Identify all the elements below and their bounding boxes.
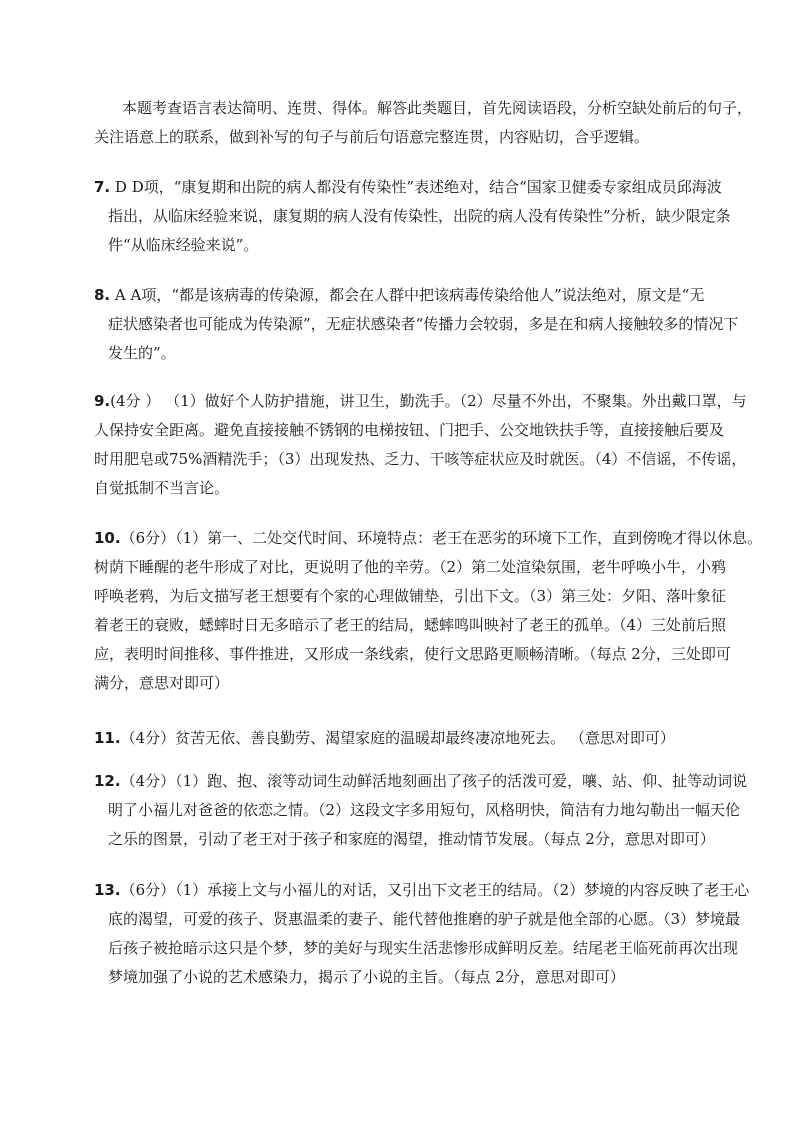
answer-number: 12. [94,772,121,790]
intro-paragraph [94,94,753,152]
answer-line: 发生的”。 [108,344,176,362]
answer-line: 之乐的图景，引动了老王对于孩子和家庭的渴望，推动情节发展。（每点 2分，意思对即可） [108,830,715,848]
answer-line: 梦境加强了小说的艺术感染力，揭示了小说的主旨。（每点 2分，意思对即可） [108,968,625,986]
answer-line: 后孩子被抢暗示这只是个梦，梦的美好与现实生活悲惨形成鲜明反差。结尾老王临死前再次出现 [108,939,739,957]
answer-line: 着老王的衰败，蟋蟀时日无多暗示了老王的结局，蟋蟀鸣叫映衬了老王的孤单。（4）三处前后照 [94,616,727,634]
answer-first-line: （4分）贫苦无依、善良勤劳、渴望家庭的温暖却最终凄凉地死去。 （意思对即可） [120,729,675,747]
answer-number: 13. [94,881,121,899]
answer-line: 时用肥皂或75%酒精洗手；（3）出现发热、乏力、干咳等症状应及时就医。（4）不信谣，不传谣， [94,450,747,468]
answer-number: 9. [94,392,111,410]
answer-first-line: （6分）（1）第一、二处交代时间、环境特点：老王在恶劣的环境下工作，直到傍晚才得以休息。 [120,529,763,547]
answer-first-line: （4分）（1）跑、抱、滚等动词生动鲜活地刻画出了孩子的活泼可爱，嚷、站、仰、扯等动词说 [120,772,748,790]
answer-9 [94,387,747,503]
answer-first-line: (4分 ） （1）做好个人防护措施，讲卫生，勤洗手。（2）尽量不外出，不聚集。外出戴口罩，与 [110,392,747,410]
answer-line: 满分，意思对即可） [94,674,230,692]
answer-number: 8. [94,286,111,304]
answer-line: 件“从临床经验来说”。 [108,236,259,254]
answer-number: 10. [94,529,121,547]
answer-line: 树荫下睡醒的老牛形成了对比，更说明了他的辛劳。（2）第二处渲染氛围，老牛呼唤小牛，小鸦 [94,558,727,576]
answer-line: 呼唤老鸦，为后文描写老王想要有个家的心理做铺垫，引出下文。（3）第三处：夕阳、落叶象征 [94,587,727,605]
answer-line: 应，表明时间推移、事件推进，又形成一条线索，使行文思路更顺畅清晰。（每点 2分，三处即可 [94,645,731,663]
answer-first-line: A A项，“都是该病毒的传染源，都会在人群中把该病毒传染给他人”说法绝对，原文是“无 [110,286,705,304]
answer-number: 11. [94,729,121,747]
answer-line: 自觉抵制不当言论。 [94,479,230,497]
answer-line: 底的渴望，可爱的孩子、贤惠温柔的妻子、能代替他推磨的驴子就是他全部的心愿。（3）梦境最 [108,910,741,928]
answer-line: 症状感染者也可能成为传染源”，无症状感染者“传播力会较弱，多是在和病人接触较多的情况下 [108,315,739,333]
answer-number: 7. [94,178,111,196]
intro-line: 关注语意上的联系，做到补写的句子与前后句语意完整连贯，内容贴切，合乎逻辑。 [94,128,650,146]
answer-line: 指出，从临床经验来说，康复期的病人没有传染性，出院的病人没有传染性”分析，缺少限定条 [108,207,731,225]
answer-13 [94,876,750,992]
answer-7 [94,173,731,260]
answer-12 [94,767,748,854]
answer-8 [94,281,739,368]
intro-line: 本题考查语言表达简明、连贯、得体。解答此类题目，首先阅读语段，分析空缺处前后的句子， [122,99,753,117]
answer-10 [94,524,763,698]
answer-line: 人保持安全距离。避免直接接触不锈钢的电梯按钮、门把手、公交地铁扶手等，直接接触后要及 [94,421,725,439]
answer-line: 明了小福儿对爸爸的依恋之情。（2）这段文字多用短句，风格明快，简洁有力地勾勒出一幅天伦 [108,801,741,819]
answer-first-line: （6分）（1）承接上文与小福儿的对话，又引出下文老王的结局。（2）梦境的内容反映了老王心 [120,881,750,899]
answer-first-line: D D项，“康复期和出院的病人都没有传染性”表述绝对，结合“国家卫健委专家组成员邱海波 [110,178,722,196]
answer-11 [94,724,706,753]
